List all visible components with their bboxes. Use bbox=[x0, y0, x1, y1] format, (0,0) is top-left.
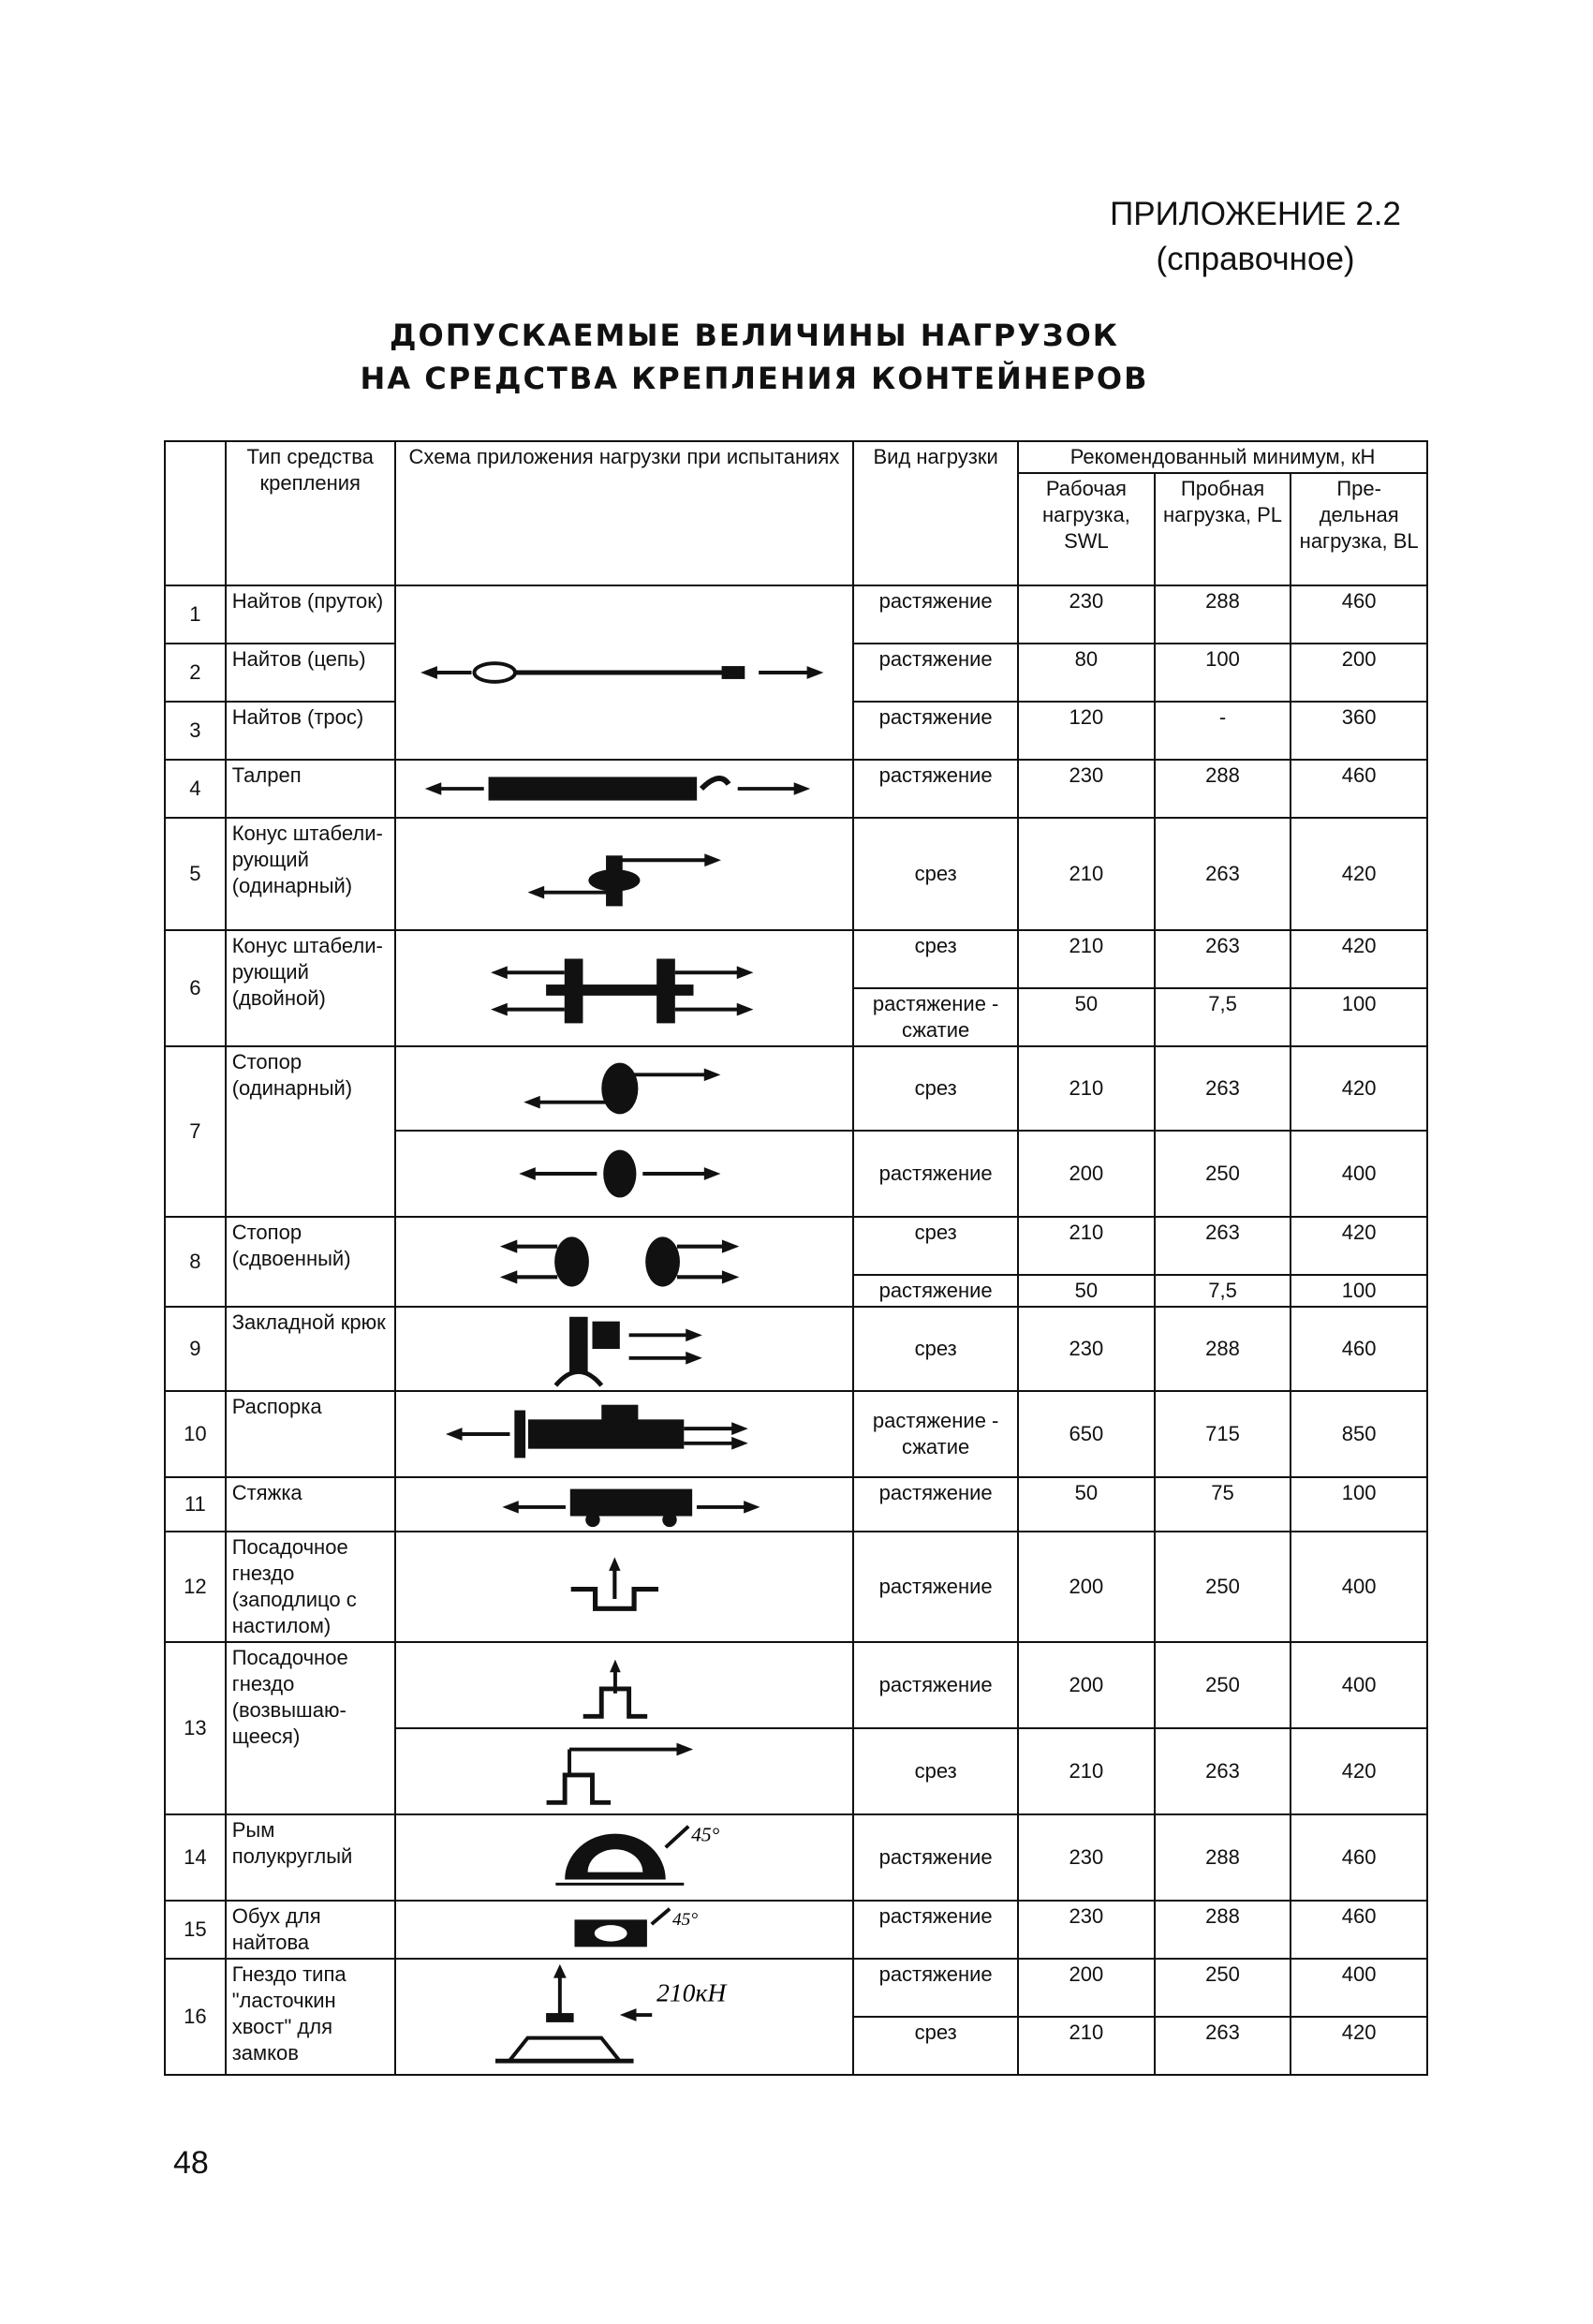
table-row bbox=[165, 1532, 1427, 1642]
page-number: 48 bbox=[173, 2145, 209, 2181]
load-type: растяжение bbox=[853, 585, 1018, 644]
load-type: срез bbox=[853, 1046, 1018, 1131]
row-number: 8 bbox=[165, 1217, 226, 1307]
bl-value: 460 bbox=[1291, 760, 1427, 818]
pl-value: 288 bbox=[1155, 585, 1291, 644]
pl-value: 7,5 bbox=[1155, 988, 1291, 1046]
fastener-type: Закладной крюк bbox=[226, 1307, 395, 1391]
fastener-type: Найтов (пруток) bbox=[226, 585, 395, 644]
pl-value: 100 bbox=[1155, 644, 1291, 702]
load-type: срез bbox=[853, 1217, 1018, 1275]
swl-value: 210 bbox=[1018, 2017, 1155, 2075]
load-type: срез bbox=[853, 2017, 1018, 2075]
swl-value: 80 bbox=[1018, 644, 1155, 702]
pl-value: 263 bbox=[1155, 1046, 1291, 1131]
fastener-type: Конус штабели-рующий (одинарный) bbox=[226, 818, 395, 930]
row-number: 13 bbox=[165, 1642, 226, 1814]
row-number: 9 bbox=[165, 1307, 226, 1391]
swl-value: 230 bbox=[1018, 760, 1155, 818]
bl-value: 420 bbox=[1291, 2017, 1427, 2075]
load-scheme-diagram bbox=[395, 1728, 853, 1814]
pl-value: 263 bbox=[1155, 930, 1291, 988]
swl-value: 210 bbox=[1018, 930, 1155, 988]
swl-value: 230 bbox=[1018, 1307, 1155, 1391]
fastener-type: Рым полукруглый bbox=[226, 1814, 395, 1901]
load-scheme-diagram bbox=[395, 930, 853, 1046]
table-row bbox=[165, 818, 1427, 930]
swl-value: 210 bbox=[1018, 1728, 1155, 1814]
fastener-type: Найтов (трос) bbox=[226, 702, 395, 760]
load-scheme-diagram bbox=[395, 1532, 853, 1642]
table-row bbox=[165, 1959, 1427, 2017]
load-type: растяжение bbox=[853, 702, 1018, 760]
header-number bbox=[165, 441, 226, 585]
row-number: 5 bbox=[165, 818, 226, 930]
fastener-type: Стяжка bbox=[226, 1477, 395, 1532]
header-pl: Пробная нагрузка, PL bbox=[1155, 473, 1291, 585]
load-scheme-diagram bbox=[395, 1131, 853, 1217]
header-bl: Пре-дельная нагрузка, BL bbox=[1291, 473, 1427, 585]
pl-value: 288 bbox=[1155, 1901, 1291, 1959]
bl-value: 850 bbox=[1291, 1391, 1427, 1477]
title-line-1: ДОПУСКАЕМЫЕ ВЕЛИЧИНЫ НАГРУЗОК bbox=[390, 318, 1119, 353]
table-row bbox=[165, 1217, 1427, 1275]
load-scheme-diagram bbox=[395, 1814, 853, 1901]
load-type: срез bbox=[853, 930, 1018, 988]
bl-value: 460 bbox=[1291, 1814, 1427, 1901]
load-scheme-diagram bbox=[395, 1217, 853, 1307]
bl-value: 400 bbox=[1291, 1532, 1427, 1642]
load-type: растяжение - сжатие bbox=[853, 1391, 1018, 1477]
load-scheme-diagram bbox=[395, 1307, 853, 1391]
load-scheme-diagram bbox=[395, 818, 853, 930]
row-number: 4 bbox=[165, 760, 226, 818]
load-type: растяжение - сжатие bbox=[853, 988, 1018, 1046]
swl-value: 230 bbox=[1018, 585, 1155, 644]
angle-label: 45° bbox=[671, 1910, 698, 1931]
fastener-type: Стопор (одинарный) bbox=[226, 1046, 395, 1217]
appendix-label: ПРИЛОЖЕНИЕ 2.2 bbox=[1110, 196, 1401, 232]
pl-value: 263 bbox=[1155, 818, 1291, 930]
bl-value: 100 bbox=[1291, 1477, 1427, 1532]
loads-table bbox=[164, 440, 1428, 2076]
bl-value: 400 bbox=[1291, 1642, 1427, 1728]
pl-value: 250 bbox=[1155, 1959, 1291, 2017]
appendix-header bbox=[1110, 192, 1401, 282]
load-type: растяжение bbox=[853, 760, 1018, 818]
pl-value: 288 bbox=[1155, 1814, 1291, 1901]
pl-value: 75 bbox=[1155, 1477, 1291, 1532]
pl-value: - bbox=[1155, 702, 1291, 760]
swl-value: 230 bbox=[1018, 1901, 1155, 1959]
table-row bbox=[165, 1477, 1427, 1532]
table-row bbox=[165, 585, 1427, 644]
table-row bbox=[165, 1307, 1427, 1391]
table-row bbox=[165, 930, 1427, 988]
row-number: 6 bbox=[165, 930, 226, 1046]
row-number: 1 bbox=[165, 585, 226, 644]
load-scheme-diagram bbox=[395, 1391, 853, 1477]
title-line-2: НА СРЕДСТВА КРЕПЛЕНИЯ КОНТЕЙНЕРОВ bbox=[360, 361, 1149, 396]
fastener-type: Гнездо типа "ласточкин хвост" для замков bbox=[226, 1959, 395, 2075]
row-number: 15 bbox=[165, 1901, 226, 1959]
pl-value: 288 bbox=[1155, 1307, 1291, 1391]
pl-value: 263 bbox=[1155, 2017, 1291, 2075]
bl-value: 200 bbox=[1291, 644, 1427, 702]
load-type: растяжение bbox=[853, 1959, 1018, 2017]
load-type: растяжение bbox=[853, 1901, 1018, 1959]
load-scheme-diagram bbox=[395, 760, 853, 818]
swl-value: 210 bbox=[1018, 1217, 1155, 1275]
load-type: растяжение bbox=[853, 644, 1018, 702]
bl-value: 100 bbox=[1291, 988, 1427, 1046]
bl-value: 420 bbox=[1291, 818, 1427, 930]
fastener-type: Талреп bbox=[226, 760, 395, 818]
swl-value: 200 bbox=[1018, 1642, 1155, 1728]
load-scheme-diagram bbox=[395, 1046, 853, 1131]
table-row bbox=[165, 1901, 1427, 1959]
table-row bbox=[165, 1046, 1427, 1131]
pl-value: 250 bbox=[1155, 1642, 1291, 1728]
bl-value: 400 bbox=[1291, 1959, 1427, 2017]
header-load: Вид нагрузки bbox=[853, 441, 1018, 585]
load-type: растяжение bbox=[853, 1275, 1018, 1307]
row-number: 3 bbox=[165, 702, 226, 760]
load-scheme-diagram bbox=[395, 1959, 853, 2075]
bl-value: 460 bbox=[1291, 585, 1427, 644]
load-type: растяжение bbox=[853, 1532, 1018, 1642]
swl-value: 210 bbox=[1018, 1046, 1155, 1131]
fastener-type: Обух для найтова bbox=[226, 1901, 395, 1959]
page-title bbox=[0, 314, 1593, 400]
pl-value: 263 bbox=[1155, 1217, 1291, 1275]
row-number: 14 bbox=[165, 1814, 226, 1901]
fastener-type: Посадочное гнездо (заподлицо с настилом) bbox=[226, 1532, 395, 1642]
swl-value: 230 bbox=[1018, 1814, 1155, 1901]
row-number: 16 bbox=[165, 1959, 226, 2075]
bl-value: 420 bbox=[1291, 1728, 1427, 1814]
swl-value: 120 bbox=[1018, 702, 1155, 760]
header-group: Рекомендованный минимум, кН bbox=[1018, 441, 1427, 473]
swl-value: 50 bbox=[1018, 1275, 1155, 1307]
bl-value: 360 bbox=[1291, 702, 1427, 760]
header-type: Тип средства крепления bbox=[226, 441, 395, 585]
swl-value: 200 bbox=[1018, 1959, 1155, 2017]
pl-value: 288 bbox=[1155, 760, 1291, 818]
bl-value: 460 bbox=[1291, 1307, 1427, 1391]
header-scheme: Схема приложения нагрузки при испытаниях bbox=[395, 441, 853, 585]
fastener-type: Найтов (цепь) bbox=[226, 644, 395, 702]
header-swl: Рабочая нагрузка, SWL bbox=[1018, 473, 1155, 585]
fastener-type: Стопор (сдвоенный) bbox=[226, 1217, 395, 1307]
pl-value: 250 bbox=[1155, 1532, 1291, 1642]
pl-value: 7,5 bbox=[1155, 1275, 1291, 1307]
appendix-note: (справочное) bbox=[1156, 241, 1355, 277]
row-number: 10 bbox=[165, 1391, 226, 1477]
load-type: срез bbox=[853, 1728, 1018, 1814]
load-type: срез bbox=[853, 818, 1018, 930]
bl-value: 420 bbox=[1291, 1217, 1427, 1275]
load-type: растяжение bbox=[853, 1814, 1018, 1901]
fastener-type: Конус штабели-рующий (двойной) bbox=[226, 930, 395, 1046]
bl-value: 420 bbox=[1291, 1046, 1427, 1131]
swl-value: 50 bbox=[1018, 988, 1155, 1046]
pl-value: 715 bbox=[1155, 1391, 1291, 1477]
load-type: растяжение bbox=[853, 1477, 1018, 1532]
swl-value: 200 bbox=[1018, 1532, 1155, 1642]
load-scheme-diagram bbox=[395, 1901, 853, 1959]
bl-value: 420 bbox=[1291, 930, 1427, 988]
row-number: 7 bbox=[165, 1046, 226, 1217]
swl-value: 650 bbox=[1018, 1391, 1155, 1477]
load-scheme-diagram bbox=[395, 1477, 853, 1532]
row-number: 12 bbox=[165, 1532, 226, 1642]
bl-value: 100 bbox=[1291, 1275, 1427, 1307]
pl-value: 263 bbox=[1155, 1728, 1291, 1814]
row-number: 2 bbox=[165, 644, 226, 702]
load-type: срез bbox=[853, 1307, 1018, 1391]
load-type: растяжение bbox=[853, 1131, 1018, 1217]
bl-value: 460 bbox=[1291, 1901, 1427, 1959]
fastener-type: Посадочное гнездо (возвышаю-щееся) bbox=[226, 1642, 395, 1814]
swl-value: 50 bbox=[1018, 1477, 1155, 1532]
force-label: 210кН bbox=[656, 1977, 726, 2007]
row-number: 11 bbox=[165, 1477, 226, 1532]
fastener-type: Распорка bbox=[226, 1391, 395, 1477]
load-scheme-diagram bbox=[395, 1642, 853, 1728]
table-row bbox=[165, 1642, 1427, 1728]
swl-value: 200 bbox=[1018, 1131, 1155, 1217]
load-scheme-diagram bbox=[395, 585, 853, 760]
table-row bbox=[165, 1391, 1427, 1477]
angle-label: 45° bbox=[690, 1823, 719, 1846]
load-type: растяжение bbox=[853, 1642, 1018, 1728]
bl-value: 400 bbox=[1291, 1131, 1427, 1217]
pl-value: 250 bbox=[1155, 1131, 1291, 1217]
swl-value: 210 bbox=[1018, 818, 1155, 930]
table-row bbox=[165, 760, 1427, 818]
table-row bbox=[165, 1814, 1427, 1901]
